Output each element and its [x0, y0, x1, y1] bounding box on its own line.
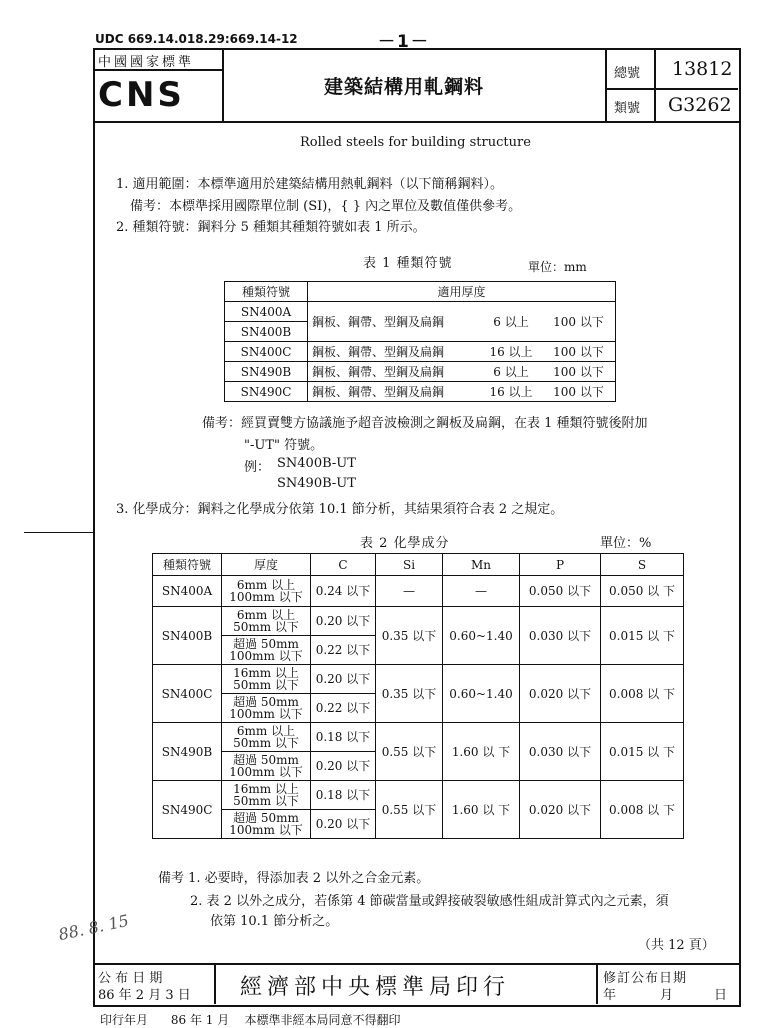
publish-date: 86 年 2 月 3 日 [98, 988, 191, 1003]
t2-header: 厚度 [222, 554, 311, 576]
section-1-note: 備考：本標準採用國際單位制 (SI)，{ } 內之單位及數值僅供參考。 [130, 199, 522, 214]
class-no: G3262 [668, 94, 732, 116]
t1-symbol: SN400A [225, 302, 308, 322]
t2-thk: 16mm 以上 [233, 666, 299, 680]
t2-si: 0.35 以下 [376, 665, 443, 723]
pages-total: （共 12 頁） [638, 938, 715, 953]
table-row [153, 665, 684, 694]
t2-p: 0.020 以下 [520, 665, 601, 723]
table1-example-1: SN400B-UT [277, 456, 356, 471]
t2-header: Si [376, 554, 443, 576]
table2-note-2-line1: 2. 表 2 以外之成分，若係第 4 節碳當量或銲接破裂敏感性組成計算式內之元素，須 [190, 894, 669, 909]
t2-p: 0.050 以下 [520, 576, 601, 607]
table2-unit: 單位：% [600, 536, 652, 551]
publish-label: 公 布 日 期 [98, 971, 163, 986]
t2-symbol: SN490C [153, 781, 222, 839]
t2-thk: 6mm 以上 [236, 578, 296, 592]
table-row [153, 723, 684, 752]
t1-product: 鋼板、鋼帶、型鋼及扁鋼 [308, 342, 481, 362]
printer: 經濟部中央標準局印行 [240, 975, 511, 1000]
t2-si: 0.55 以下 [376, 781, 443, 839]
footer-right-divider [596, 963, 598, 1004]
cns-logo: CNS [98, 75, 185, 115]
bottom-cut-text: 印行年月 86 年 1 月 本標準非經本局同意不得翻印 [100, 1013, 401, 1027]
t2-p: 0.030 以下 [520, 607, 601, 665]
handwritten-stamp: 88. 8. 15 [56, 910, 131, 945]
t2-thk: 100mm 以下 [229, 649, 303, 663]
t2-symbol: SN400C [153, 665, 222, 723]
t1-upper: 100 以下 [542, 362, 616, 382]
t2-mn: — [443, 576, 520, 607]
t1-symbol: SN400B [225, 322, 308, 342]
t2-c: 0.18 以下 [311, 781, 376, 810]
t2-s: 0.008 以 下 [601, 665, 684, 723]
t2-thk: 16mm 以上 [233, 782, 299, 796]
table-row [225, 342, 616, 362]
t1-header-symbol: 種類符號 [225, 282, 308, 302]
t2-thk: 100mm 以下 [229, 707, 303, 721]
section-2: 2. 種類符號：鋼料分 5 種類其種類符號如表 1 所示。 [116, 220, 426, 235]
t2-c: 0.20 以下 [311, 810, 376, 839]
t1-symbol: SN490C [225, 382, 308, 402]
table-row [153, 781, 684, 810]
t2-c: 0.20 以下 [311, 607, 376, 636]
table-row [225, 362, 616, 382]
udc-code: UDC 669.14.018.29:669.14-12 [95, 32, 298, 46]
t2-header: P [520, 554, 601, 576]
t1-upper: 100 以下 [542, 382, 616, 402]
t2-thk: 超過 50mm [233, 695, 299, 709]
table1-note-line1: 備考：經買賣雙方協議施予超音波檢測之鋼板及扁鋼，在表 1 種類符號後附加 [202, 416, 648, 431]
total-no: 13812 [672, 58, 733, 80]
table1-unit: 單位：mm [528, 260, 587, 274]
t2-c: 0.22 以下 [311, 694, 376, 723]
t2-mn: 1.60 以 下 [443, 723, 520, 781]
table1-note-line2: "-UT" 符號。 [244, 438, 324, 453]
t2-header: Mn [443, 554, 520, 576]
t1-header-thickness: 適用厚度 [308, 282, 616, 302]
title-en: Rolled steels for building structure [300, 135, 531, 150]
revise-day: 日 [714, 988, 728, 1003]
t2-c: 0.18 以下 [311, 723, 376, 752]
t2-s: 0.008 以 下 [601, 781, 684, 839]
t2-header: S [601, 554, 684, 576]
t2-thk: 6mm 以上 [236, 608, 296, 622]
revise-month: 月 [660, 988, 674, 1003]
org-name: 中國國家標準 [98, 55, 195, 70]
t1-upper: 100 以下 [542, 302, 616, 342]
table1-example-label: 例： [244, 460, 271, 475]
table-row [153, 576, 684, 607]
t2-c: 0.20 以下 [311, 752, 376, 781]
t2-c: 0.20 以下 [311, 665, 376, 694]
footer-left-divider [214, 963, 216, 1004]
t2-s: 0.015 以 下 [601, 607, 684, 665]
t1-symbol: SN400C [225, 342, 308, 362]
t2-mn: 1.60 以 下 [443, 781, 520, 839]
t1-product: 鋼板、鋼帶、型鋼及扁鋼 [308, 382, 481, 402]
t1-lower: 6 以上 [480, 362, 542, 382]
page-marker: －1－ [378, 32, 430, 52]
footer-divider [93, 963, 739, 965]
t2-thk: 超過 50mm [233, 811, 299, 825]
t2-si: 0.55 以下 [376, 723, 443, 781]
table-row [153, 607, 684, 636]
t2-thk: 100mm 以下 [229, 765, 303, 779]
t2-c: 0.22 以下 [311, 636, 376, 665]
t2-thk: 超過 50mm [233, 753, 299, 767]
header-left-divider [222, 48, 224, 122]
t2-thk: 超過 50mm [233, 637, 299, 651]
t2-thk: 100mm 以下 [229, 590, 303, 604]
t2-s: 0.015 以 下 [601, 723, 684, 781]
table2 [152, 553, 684, 839]
t1-upper: 100 以下 [542, 342, 616, 362]
t2-thk: 50mm 以下 [233, 620, 299, 634]
table1 [224, 281, 616, 402]
t1-lower: 16 以上 [480, 382, 542, 402]
t2-thk: 6mm 以上 [236, 724, 296, 738]
table2-note-1: 備考 1. 必要時，得添加表 2 以外之合金元素。 [158, 871, 430, 886]
total-no-label: 總號 [614, 66, 641, 81]
t1-lower: 16 以上 [480, 342, 542, 362]
t2-symbol: SN400B [153, 607, 222, 665]
t2-p: 0.030 以下 [520, 723, 601, 781]
table-row [225, 302, 616, 322]
t2-si: 0.35 以下 [376, 607, 443, 665]
t2-c: 0.24 以下 [311, 576, 376, 607]
t1-symbol: SN490B [225, 362, 308, 382]
class-no-label: 類號 [614, 101, 641, 116]
t2-header: 種類符號 [153, 554, 222, 576]
t2-thk: 50mm 以下 [233, 736, 299, 750]
section-1: 1. 適用範圍：本標準適用於建築結構用熱軋鋼料（以下簡稱鋼料）。 [116, 177, 504, 192]
margin-mark [24, 532, 94, 533]
t2-thk: 50mm 以下 [233, 678, 299, 692]
t2-symbol: SN490B [153, 723, 222, 781]
table1-example-2: SN490B-UT [277, 476, 356, 491]
t2-mn: 0.60~1.40 [443, 665, 520, 723]
t1-lower: 6 以上 [480, 302, 542, 342]
table-row [225, 382, 616, 402]
t1-product: 鋼板、鋼帶、型鋼及扁鋼 [308, 362, 481, 382]
table1-caption: 表 1 種類符號 [363, 256, 453, 271]
t2-header: C [311, 554, 376, 576]
revise-year: 年 [603, 988, 617, 1003]
t2-thk: 50mm 以下 [233, 794, 299, 808]
header-right-divider [605, 48, 607, 122]
t2-p: 0.020 以下 [520, 781, 601, 839]
t2-s: 0.050 以 下 [601, 576, 684, 607]
t2-symbol: SN400A [153, 576, 222, 607]
t2-si: — [376, 576, 443, 607]
table2-caption: 表 2 化學成分 [360, 536, 450, 551]
doc-title: 建築結構用軋鋼料 [324, 76, 485, 98]
header-divider [93, 121, 739, 123]
t2-thk: 100mm 以下 [229, 823, 303, 837]
table2-note-2-line2: 依第 10.1 節分析之。 [210, 914, 339, 929]
code-col-divider [654, 48, 656, 122]
t1-product: 鋼板、鋼帶、型鋼及扁鋼 [308, 302, 481, 342]
t2-mn: 0.60~1.40 [443, 607, 520, 665]
code-divider [605, 88, 738, 90]
section-3: 3. 化學成分：鋼料之化學成分依第 10.1 節分析，其結果須符合表 2 之規定。 [116, 502, 564, 517]
revise-label: 修訂公布日期 [603, 971, 688, 986]
